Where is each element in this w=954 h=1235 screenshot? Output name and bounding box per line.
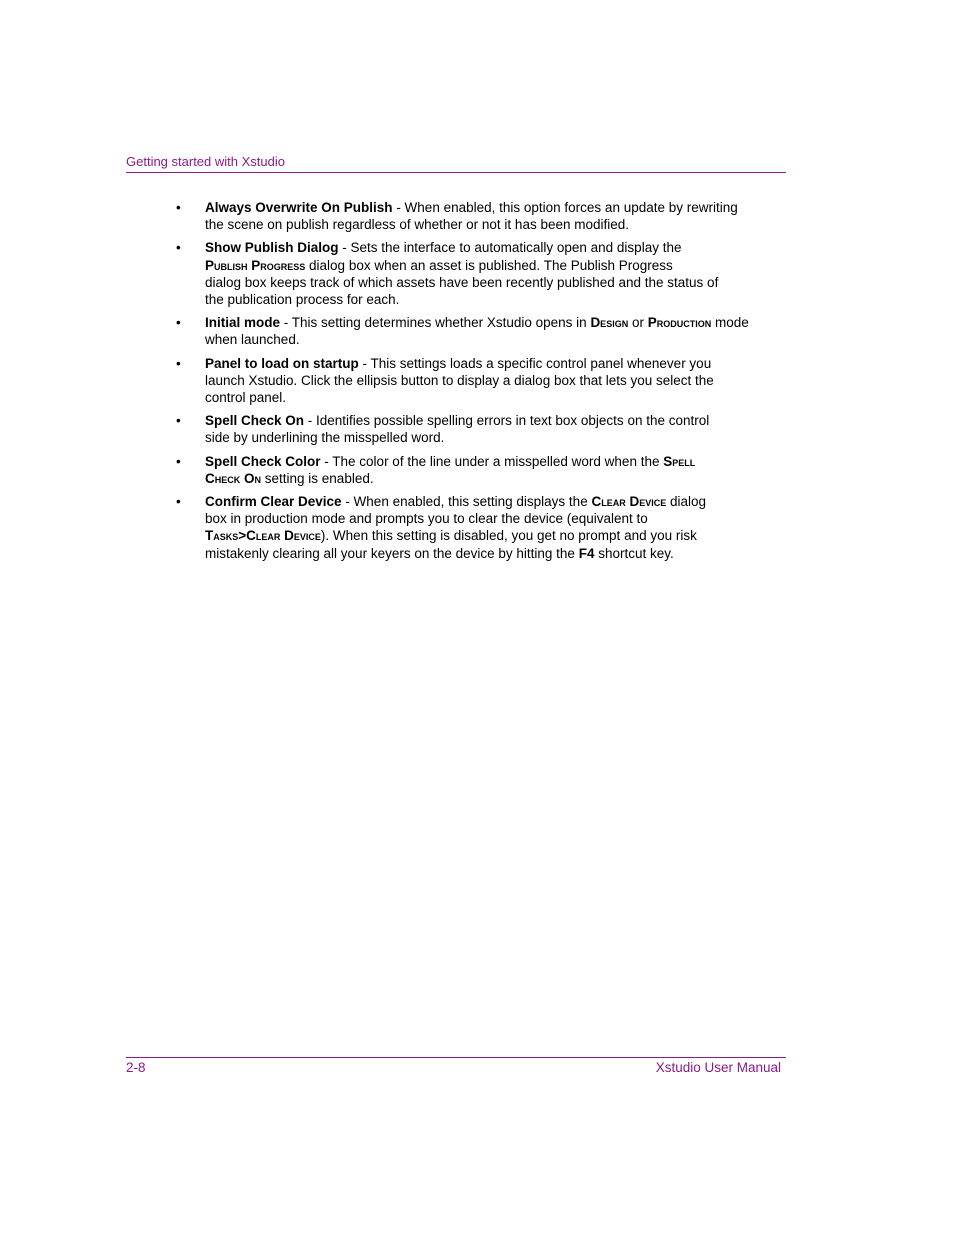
item-term: Confirm Clear Device bbox=[205, 494, 342, 510]
item-term: Panel to load on startup bbox=[205, 355, 359, 371]
item-term: Show Publish Dialog bbox=[205, 240, 339, 256]
bullet: • bbox=[176, 453, 181, 469]
item-term: Always Overwrite On Publish bbox=[205, 200, 393, 215]
item-term: Spell Check Color bbox=[205, 453, 321, 469]
bullet: • bbox=[176, 413, 181, 429]
bullet: • bbox=[176, 355, 181, 371]
list-item: • Spell Check Color - The color of the line under a misspelled word when the Spell Check On setting is enabled. bbox=[176, 453, 696, 486]
bullet: • bbox=[176, 200, 181, 215]
list-item: • Show Publish Dialog - Sets the interface to automatically open and display the Publish Progress dialog box when an asset is published. The Publish Progress dialog box keeps track of which assets have been recently published and the status of the publication process for each. bbox=[176, 240, 719, 308]
header-rule bbox=[126, 172, 786, 173]
list-item: • Panel to load on startup - This settings loads a specific control panel whenever you launch Xstudio. Click the ellipsis button to display a dialog box that lets you select the control panel. bbox=[176, 355, 714, 406]
bullet: • bbox=[176, 315, 181, 331]
bullet: • bbox=[176, 240, 181, 256]
list-item: • Initial mode - This setting determines whether Xstudio opens in Design or Production mode when launched. bbox=[176, 315, 749, 348]
list-item: • Always Overwrite On Publish - When enabled, this option forces an update by rewriting the scene on publish regardless of whether or not it has been modified. bbox=[176, 200, 738, 233]
manual-title: Xstudio User Manual bbox=[655, 1060, 781, 1075]
running-header: Getting started with Xstudio bbox=[126, 154, 285, 169]
bullet: • bbox=[176, 494, 181, 510]
shortcut-key: F4 bbox=[578, 545, 595, 561]
item-term: Initial mode bbox=[205, 315, 281, 331]
settings-list bbox=[175, 199, 787, 568]
page-number: 2-8 bbox=[126, 1060, 146, 1075]
list-item: • Confirm Clear Device - When enabled, this setting displays the Clear Device dialog box in production mode and prompts you to clear the device (equivalent to Tasks>Clear Device). When this setting is disabled, you get no prompt and you risk mistakenly clearing all your keyers on the device by hitting the F4 shortcut key. bbox=[176, 494, 707, 561]
list-item: • Spell Check On - Identifies possible spelling errors in text box objects on the control side by underlining the misspelled word. bbox=[176, 413, 710, 446]
footer-rule bbox=[126, 1057, 786, 1058]
item-term: Spell Check On bbox=[205, 413, 305, 429]
